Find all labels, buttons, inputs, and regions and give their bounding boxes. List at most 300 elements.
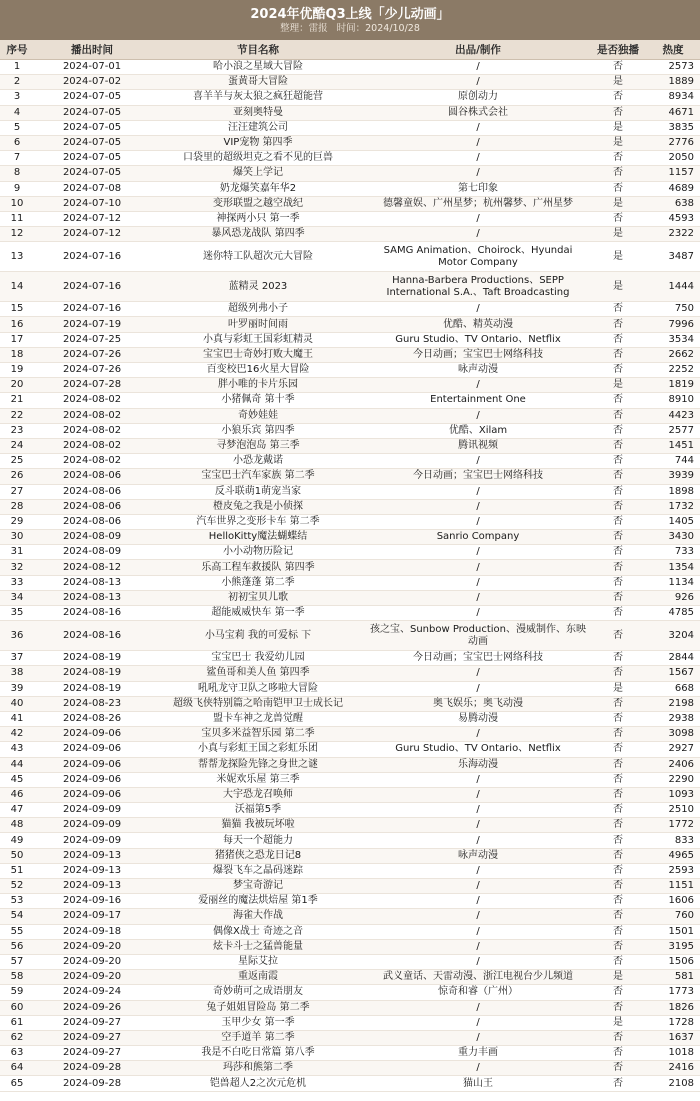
- program-name-cell: 宝宝巴士奇妙打败大魔王: [150, 347, 366, 362]
- heat-cell: 1889: [646, 75, 700, 90]
- row-number-cell: 65: [0, 1076, 34, 1091]
- exclusive-cell: 否: [590, 60, 646, 75]
- exclusive-cell: 否: [590, 909, 646, 924]
- exclusive-cell: 否: [590, 924, 646, 939]
- exclusive-cell: 否: [590, 742, 646, 757]
- heat-cell: 2844: [646, 651, 700, 666]
- air-date-cell: 2024-08-06: [34, 484, 150, 499]
- producer-cell: /: [366, 135, 590, 150]
- exclusive-cell: 否: [590, 833, 646, 848]
- heat-cell: 1772: [646, 818, 700, 833]
- table-row: [0, 1030, 700, 1045]
- program-name-cell: 变形联盟之越空战纪: [150, 196, 366, 211]
- exclusive-cell: 否: [590, 1061, 646, 1076]
- producer-cell: /: [366, 879, 590, 894]
- table-row: [0, 60, 700, 75]
- table-row: [0, 151, 700, 166]
- producer-cell: /: [366, 818, 590, 833]
- air-date-cell: 2024-08-19: [34, 651, 150, 666]
- exclusive-cell: 是: [590, 75, 646, 90]
- air-date-cell: 2024-08-02: [34, 454, 150, 469]
- exclusive-cell: 否: [590, 590, 646, 605]
- heat-cell: 1405: [646, 514, 700, 529]
- row-number-cell: 49: [0, 833, 34, 848]
- row-number-cell: 28: [0, 499, 34, 514]
- exclusive-cell: 否: [590, 302, 646, 317]
- program-name-cell: 玉甲少女 第一季: [150, 1015, 366, 1030]
- air-date-cell: 2024-08-23: [34, 696, 150, 711]
- row-number-cell: 27: [0, 484, 34, 499]
- producer-cell: SAMG Animation、Choirock、Hyundai Motor Company: [366, 242, 590, 272]
- heat-cell: 2593: [646, 863, 700, 878]
- program-name-cell: 哈小浪之星域大冒险: [150, 60, 366, 75]
- air-date-cell: 2024-09-28: [34, 1076, 150, 1091]
- table-row: [0, 363, 700, 378]
- heat-cell: 833: [646, 833, 700, 848]
- program-name-cell: 胖小唯的卡片乐园: [150, 378, 366, 393]
- row-number-cell: 57: [0, 954, 34, 969]
- program-name-cell: 乐高工程车救援队 第四季: [150, 560, 366, 575]
- program-name-cell: 小真与彩虹王国彩虹精灵: [150, 332, 366, 347]
- program-name-cell: 超级飞侠特别篇之哈南铠甲卫士成长记: [150, 696, 366, 711]
- heat-cell: 2406: [646, 757, 700, 772]
- row-number-cell: 30: [0, 530, 34, 545]
- heat-cell: 2927: [646, 742, 700, 757]
- heat-cell: 733: [646, 545, 700, 560]
- producer-cell: 今日动画；宝宝巴士网络科技: [366, 469, 590, 484]
- table-row: [0, 272, 700, 302]
- exclusive-cell: 否: [590, 985, 646, 1000]
- row-number-cell: 63: [0, 1046, 34, 1061]
- row-number-cell: 45: [0, 772, 34, 787]
- program-name-cell: 小恐龙戴诺: [150, 454, 366, 469]
- heat-cell: 2198: [646, 696, 700, 711]
- table-row: [0, 1076, 700, 1091]
- column-header-no: 序号: [0, 40, 34, 60]
- heat-cell: 1606: [646, 894, 700, 909]
- exclusive-cell: 否: [590, 438, 646, 453]
- program-name-cell: 玛莎和熊第二季: [150, 1061, 366, 1076]
- exclusive-cell: 是: [590, 970, 646, 985]
- table-row: [0, 666, 700, 681]
- row-number-cell: 19: [0, 363, 34, 378]
- heat-cell: 3098: [646, 727, 700, 742]
- row-number-cell: 44: [0, 757, 34, 772]
- heat-cell: 4593: [646, 211, 700, 226]
- table-row: [0, 833, 700, 848]
- producer-cell: /: [366, 378, 590, 393]
- exclusive-cell: 否: [590, 408, 646, 423]
- program-name-cell: 宝贝多米益智乐园 第二季: [150, 727, 366, 742]
- program-name-cell: 空手道羊 第二季: [150, 1030, 366, 1045]
- exclusive-cell: 否: [590, 484, 646, 499]
- program-name-cell: 口袋里的超级坦克之看不见的巨兽: [150, 151, 366, 166]
- exclusive-cell: 否: [590, 181, 646, 196]
- producer-cell: /: [366, 514, 590, 529]
- row-number-cell: 13: [0, 242, 34, 272]
- table-row: [0, 696, 700, 711]
- table-row: [0, 302, 700, 317]
- column-header-date: 播出时间: [34, 40, 150, 60]
- row-number-cell: 62: [0, 1030, 34, 1045]
- heat-cell: 1501: [646, 924, 700, 939]
- table-row: [0, 560, 700, 575]
- table-row: [0, 454, 700, 469]
- row-number-cell: 36: [0, 621, 34, 651]
- table-row: [0, 166, 700, 181]
- table-row: [0, 985, 700, 1000]
- exclusive-cell: 否: [590, 469, 646, 484]
- heat-cell: 1151: [646, 879, 700, 894]
- column-header-heat: 热度: [646, 40, 700, 60]
- heat-cell: 2108: [646, 1076, 700, 1091]
- program-name-cell: 吼吼龙守卫队之哆啦大冒险: [150, 681, 366, 696]
- program-name-cell: 叶罗丽时间雨: [150, 317, 366, 332]
- air-date-cell: 2024-09-13: [34, 863, 150, 878]
- exclusive-cell: 否: [590, 317, 646, 332]
- air-date-cell: 2024-07-25: [34, 332, 150, 347]
- row-number-cell: 52: [0, 879, 34, 894]
- table-row: [0, 1046, 700, 1061]
- heat-cell: 4689: [646, 181, 700, 196]
- air-date-cell: 2024-07-02: [34, 75, 150, 90]
- air-date-cell: 2024-09-27: [34, 1015, 150, 1030]
- air-date-cell: 2024-09-13: [34, 848, 150, 863]
- producer-cell: /: [366, 590, 590, 605]
- table-row: [0, 711, 700, 726]
- producer-cell: Entertainment One: [366, 393, 590, 408]
- program-name-cell: 蓝精灵 2023: [150, 272, 366, 302]
- table-row: [0, 332, 700, 347]
- air-date-cell: 2024-09-18: [34, 924, 150, 939]
- program-name-cell: 超能威威快车 第一季: [150, 606, 366, 621]
- table-row: [0, 954, 700, 969]
- producer-cell: /: [366, 939, 590, 954]
- exclusive-cell: 否: [590, 514, 646, 529]
- compiler-label: 整理：雷报: [280, 23, 328, 34]
- row-number-cell: 46: [0, 787, 34, 802]
- air-date-cell: 2024-08-06: [34, 499, 150, 514]
- producer-cell: /: [366, 575, 590, 590]
- producer-cell: 原创动力: [366, 90, 590, 105]
- row-number-cell: 41: [0, 711, 34, 726]
- program-name-cell: 爆裂飞车之晶码迷踪: [150, 863, 366, 878]
- heat-cell: 926: [646, 590, 700, 605]
- exclusive-cell: 否: [590, 894, 646, 909]
- program-name-cell: 盟卡车神之龙兽觉醒: [150, 711, 366, 726]
- exclusive-cell: 否: [590, 666, 646, 681]
- table-row: [0, 970, 700, 985]
- producer-cell: /: [366, 484, 590, 499]
- heat-cell: 1451: [646, 438, 700, 453]
- program-name-cell: 小狼乐宾 第四季: [150, 423, 366, 438]
- column-header-exclusive: 是否独播: [590, 40, 646, 60]
- heat-cell: 1898: [646, 484, 700, 499]
- air-date-cell: 2024-07-16: [34, 272, 150, 302]
- program-table: [0, 40, 700, 1092]
- program-name-cell: 每天一个超能力: [150, 833, 366, 848]
- program-name-cell: 猫猫 我被玩坏啦: [150, 818, 366, 833]
- row-number-cell: 17: [0, 332, 34, 347]
- row-number-cell: 9: [0, 181, 34, 196]
- producer-cell: /: [366, 211, 590, 226]
- column-header-producer: 出品/制作: [366, 40, 590, 60]
- producer-cell: Sanrio Company: [366, 530, 590, 545]
- heat-cell: 3835: [646, 120, 700, 135]
- producer-cell: 武义童话、天雷动漫、浙江电视台少儿频道: [366, 970, 590, 985]
- exclusive-cell: 否: [590, 347, 646, 362]
- program-name-cell: 鲨鱼哥和美人鱼 第四季: [150, 666, 366, 681]
- producer-cell: /: [366, 1000, 590, 1015]
- producer-cell: 重力丰画: [366, 1046, 590, 1061]
- exclusive-cell: 否: [590, 423, 646, 438]
- producer-cell: 奥飞娱乐；奥飞动漫: [366, 696, 590, 711]
- air-date-cell: 2024-08-02: [34, 438, 150, 453]
- row-number-cell: 58: [0, 970, 34, 985]
- row-number-cell: 2: [0, 75, 34, 90]
- table-row: [0, 120, 700, 135]
- exclusive-cell: 否: [590, 151, 646, 166]
- air-date-cell: 2024-08-06: [34, 469, 150, 484]
- air-date-cell: 2024-07-10: [34, 196, 150, 211]
- heat-cell: 3487: [646, 242, 700, 272]
- page-subtitle: [0, 23, 700, 35]
- heat-cell: 1728: [646, 1015, 700, 1030]
- table-row: [0, 105, 700, 120]
- air-date-cell: 2024-08-19: [34, 681, 150, 696]
- program-name-cell: 海雀大作战: [150, 909, 366, 924]
- producer-cell: /: [366, 408, 590, 423]
- row-number-cell: 42: [0, 727, 34, 742]
- air-date-cell: 2024-09-06: [34, 757, 150, 772]
- table-row: [0, 727, 700, 742]
- table-row: [0, 499, 700, 514]
- air-date-cell: 2024-07-08: [34, 181, 150, 196]
- program-name-cell: 小小动物历险记: [150, 545, 366, 560]
- row-number-cell: 31: [0, 545, 34, 560]
- producer-cell: 德馨童娱、广州星梦；杭州馨梦、广州星梦: [366, 196, 590, 211]
- exclusive-cell: 否: [590, 363, 646, 378]
- program-name-cell: 铠兽超人2之次元危机: [150, 1076, 366, 1091]
- exclusive-cell: 是: [590, 681, 646, 696]
- producer-cell: /: [366, 666, 590, 681]
- table-row: [0, 651, 700, 666]
- row-number-cell: 20: [0, 378, 34, 393]
- air-date-cell: 2024-09-24: [34, 985, 150, 1000]
- table-row: [0, 211, 700, 226]
- heat-cell: 4671: [646, 105, 700, 120]
- heat-cell: 2050: [646, 151, 700, 166]
- exclusive-cell: 否: [590, 879, 646, 894]
- row-number-cell: 1: [0, 60, 34, 75]
- air-date-cell: 2024-09-27: [34, 1030, 150, 1045]
- program-name-cell: 反斗联萌1萌宠当家: [150, 484, 366, 499]
- heat-cell: 760: [646, 909, 700, 924]
- program-name-cell: 汪汪建筑公司: [150, 120, 366, 135]
- row-number-cell: 51: [0, 863, 34, 878]
- air-date-cell: 2024-08-19: [34, 666, 150, 681]
- producer-cell: 咏声动漫: [366, 363, 590, 378]
- exclusive-cell: 否: [590, 621, 646, 651]
- program-name-cell: 重返南霞: [150, 970, 366, 985]
- exclusive-cell: 否: [590, 772, 646, 787]
- air-date-cell: 2024-08-06: [34, 514, 150, 529]
- program-name-cell: 沃福第5季: [150, 803, 366, 818]
- row-number-cell: 3: [0, 90, 34, 105]
- program-name-cell: 我是不白吃日常篇 第八季: [150, 1046, 366, 1061]
- row-number-cell: 4: [0, 105, 34, 120]
- heat-cell: 638: [646, 196, 700, 211]
- air-date-cell: 2024-08-09: [34, 530, 150, 545]
- producer-cell: /: [366, 1061, 590, 1076]
- producer-cell: /: [366, 606, 590, 621]
- air-date-cell: 2024-09-09: [34, 803, 150, 818]
- heat-cell: 1732: [646, 499, 700, 514]
- exclusive-cell: 否: [590, 393, 646, 408]
- program-name-cell: 汽车世界之变形卡车 第二季: [150, 514, 366, 529]
- air-date-cell: 2024-09-13: [34, 879, 150, 894]
- air-date-cell: 2024-09-20: [34, 939, 150, 954]
- air-date-cell: 2024-08-12: [34, 560, 150, 575]
- producer-cell: 咏声动漫: [366, 848, 590, 863]
- row-number-cell: 54: [0, 909, 34, 924]
- program-name-cell: 亚刻奥特曼: [150, 105, 366, 120]
- air-date-cell: 2024-08-13: [34, 590, 150, 605]
- program-name-cell: 初初宝贝儿歌: [150, 590, 366, 605]
- program-name-cell: 米妮欢乐屋 第三季: [150, 772, 366, 787]
- row-number-cell: 61: [0, 1015, 34, 1030]
- table-row: [0, 818, 700, 833]
- heat-cell: 8934: [646, 90, 700, 105]
- heat-cell: 3195: [646, 939, 700, 954]
- program-name-cell: 百变校巴16火星大冒险: [150, 363, 366, 378]
- producer-cell: 圆谷株式会社: [366, 105, 590, 120]
- air-date-cell: 2024-09-06: [34, 772, 150, 787]
- heat-cell: 1506: [646, 954, 700, 969]
- heat-cell: 1093: [646, 787, 700, 802]
- row-number-cell: 32: [0, 560, 34, 575]
- air-date-cell: 2024-07-05: [34, 105, 150, 120]
- row-number-cell: 23: [0, 423, 34, 438]
- exclusive-cell: 否: [590, 560, 646, 575]
- table-header-row: [0, 40, 700, 60]
- exclusive-cell: 是: [590, 378, 646, 393]
- program-name-cell: 偶像X战士 奇迹之音: [150, 924, 366, 939]
- table-row: [0, 1000, 700, 1015]
- exclusive-cell: 否: [590, 1030, 646, 1045]
- air-date-cell: 2024-09-09: [34, 818, 150, 833]
- row-number-cell: 18: [0, 347, 34, 362]
- heat-cell: 1444: [646, 272, 700, 302]
- producer-cell: Hanna-Barbera Productions、SEPP International S.A.、Taft Broadcasting: [366, 272, 590, 302]
- heat-cell: 2938: [646, 711, 700, 726]
- page-title: 2024年优酷Q3上线「少儿动画」: [250, 7, 450, 22]
- air-date-cell: 2024-07-12: [34, 211, 150, 226]
- exclusive-cell: 否: [590, 711, 646, 726]
- air-date-cell: 2024-07-26: [34, 363, 150, 378]
- table-row: [0, 393, 700, 408]
- heat-cell: 1354: [646, 560, 700, 575]
- air-date-cell: 2024-09-06: [34, 787, 150, 802]
- row-number-cell: 48: [0, 818, 34, 833]
- exclusive-cell: 是: [590, 1015, 646, 1030]
- air-date-cell: 2024-07-28: [34, 378, 150, 393]
- program-name-cell: 梦宝奇游记: [150, 879, 366, 894]
- program-name-cell: 迷你特工队超次元大冒险: [150, 242, 366, 272]
- producer-cell: /: [366, 727, 590, 742]
- row-number-cell: 25: [0, 454, 34, 469]
- row-number-cell: 47: [0, 803, 34, 818]
- table-row: [0, 772, 700, 787]
- producer-cell: /: [366, 803, 590, 818]
- air-date-cell: 2024-09-06: [34, 742, 150, 757]
- producer-cell: /: [366, 894, 590, 909]
- air-date-cell: 2024-08-16: [34, 621, 150, 651]
- heat-cell: 3204: [646, 621, 700, 651]
- table-row: [0, 514, 700, 529]
- row-number-cell: 6: [0, 135, 34, 150]
- exclusive-cell: 是: [590, 196, 646, 211]
- producer-cell: /: [366, 909, 590, 924]
- exclusive-cell: 否: [590, 530, 646, 545]
- producer-cell: /: [366, 75, 590, 90]
- row-number-cell: 37: [0, 651, 34, 666]
- row-number-cell: 43: [0, 742, 34, 757]
- table-row: [0, 438, 700, 453]
- table-row: [0, 378, 700, 393]
- table-row: [0, 545, 700, 560]
- air-date-cell: 2024-07-05: [34, 90, 150, 105]
- program-name-cell: 喜羊羊与灰太狼之疯狂超能营: [150, 90, 366, 105]
- producer-cell: /: [366, 545, 590, 560]
- heat-cell: 750: [646, 302, 700, 317]
- exclusive-cell: 否: [590, 606, 646, 621]
- heat-cell: 3534: [646, 332, 700, 347]
- row-number-cell: 5: [0, 120, 34, 135]
- program-name-cell: 爆笑上学记: [150, 166, 366, 181]
- heat-cell: 744: [646, 454, 700, 469]
- row-number-cell: 38: [0, 666, 34, 681]
- producer-cell: /: [366, 560, 590, 575]
- exclusive-cell: 是: [590, 272, 646, 302]
- producer-cell: /: [366, 454, 590, 469]
- exclusive-cell: 否: [590, 787, 646, 802]
- air-date-cell: 2024-08-02: [34, 393, 150, 408]
- exclusive-cell: 否: [590, 818, 646, 833]
- exclusive-cell: 否: [590, 545, 646, 560]
- air-date-cell: 2024-08-13: [34, 575, 150, 590]
- producer-cell: /: [366, 1015, 590, 1030]
- date-label: 时间：2024/10/28: [336, 23, 420, 34]
- exclusive-cell: 否: [590, 1000, 646, 1015]
- program-name-cell: 猪猪侠之恐龙日记8: [150, 848, 366, 863]
- air-date-cell: 2024-07-05: [34, 120, 150, 135]
- heat-cell: 4785: [646, 606, 700, 621]
- row-number-cell: 10: [0, 196, 34, 211]
- air-date-cell: 2024-07-16: [34, 302, 150, 317]
- producer-cell: 今日动画；宝宝巴士网络科技: [366, 651, 590, 666]
- table-row: [0, 317, 700, 332]
- producer-cell: /: [366, 120, 590, 135]
- heat-cell: 1826: [646, 1000, 700, 1015]
- table-row: [0, 621, 700, 651]
- program-name-cell: 橙皮兔之我是小侦探: [150, 499, 366, 514]
- heat-cell: 1819: [646, 378, 700, 393]
- air-date-cell: 2024-09-16: [34, 894, 150, 909]
- air-date-cell: 2024-07-01: [34, 60, 150, 75]
- producer-cell: Guru Studio、TV Ontario、Netflix: [366, 742, 590, 757]
- producer-cell: /: [366, 166, 590, 181]
